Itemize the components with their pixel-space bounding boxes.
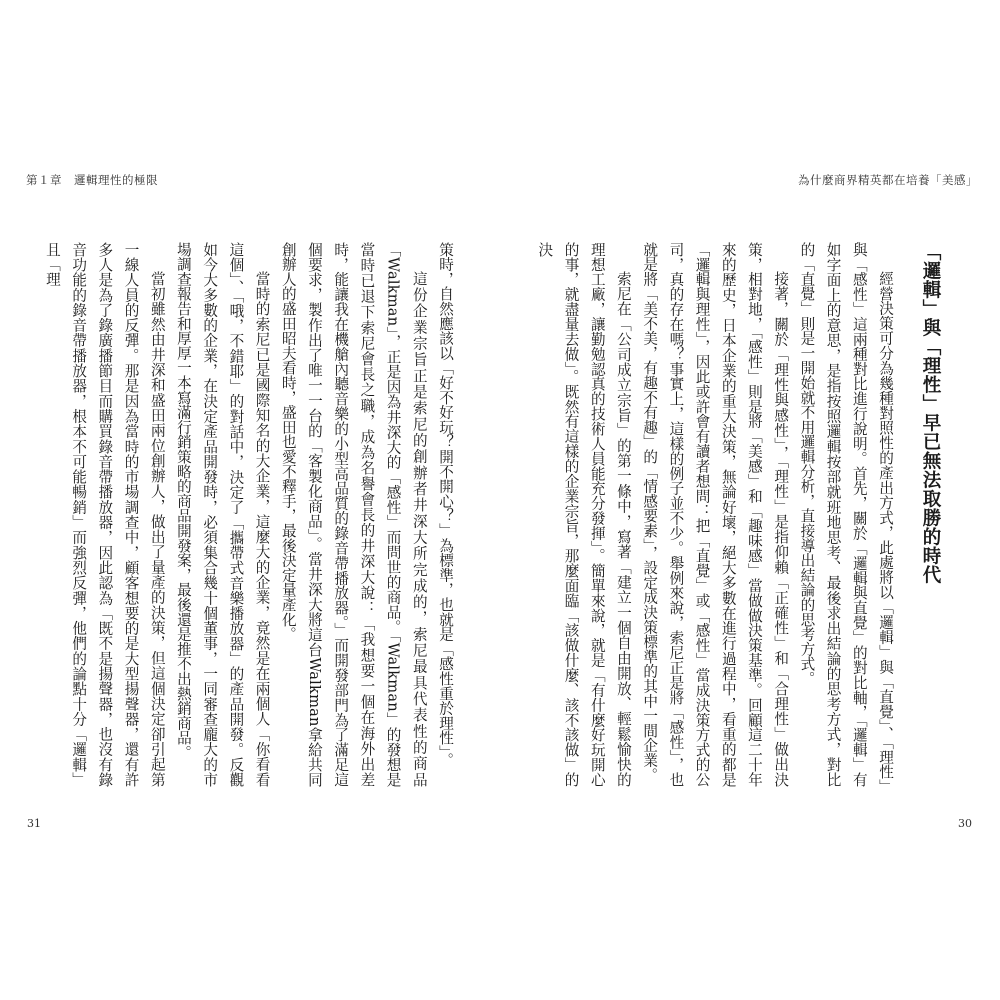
page-number-right: 30 [958,817,972,830]
section-heading: 「邏輯」與「理性」早已無法取勝的時代 [920,242,941,584]
paragraph: 當初雖然由井深和盛田兩位創辦人，做出了量產的決策，但這個決定卻引起第一線人員的反彈。那是因為當時的市場調查中，顧客想要的是大型揚聲器，還有許多人是為了錄廣播節目而購買錄音帶播放器，因此認為「既不是揚聲器，也沒有錄音功能的錄音帶播放器，根本不可能暢銷」而強烈反彈，他們的論點十分「邏輯」且「理 [43,242,166,787]
paragraph: 這份企業宗旨正是索尼的創辦者井深大所完成的，索尼最具代表性的商品「Walkman」，正是因為井深大的「感性」而問世的商品。「Walkman」的發想是當時已退下索尼會長之職，成為名譽會長的井深大說：「我想要一個在海外出差時，能讓我在機艙內聽音樂的小型高品質的錄音帶播放器。」而開發部門為了滿足這個要求，製作出了唯一一台的「客製化商品」。當井深大將這台Walkman拿給共同創辦人的盛田昭夫看時，盛田也愛不釋手，最後決定量產化。 [279,242,428,787]
running-header-left: 第１章 邏輯理性的極限 [26,173,158,187]
paragraph: 索尼在「公司成立宗旨」的第一條中，寫著「建立一個自由開放、輕鬆愉快的理想工廠，讓勤勉認真的技術人員能充分發揮」。簡單來說，就是「有什麼好玩開心的事，就盡量去做」。既然有這樣的企業宗旨，那麼面臨「該做什麼、該不該做」的決 [536,242,632,787]
right-page-body [536,242,944,787]
running-header-right: 為什麼商界精英都在培養「美感」 [798,173,978,187]
paragraph: 接著，關於「理性與感性」，「理性」是指仰賴「正確性」和「合理性」做出決策，相對地，「感性」則是將「美感」和「趣味感」當做做決策基準。回顧這二十年來的歷史，日本企業的重大決策，無論好壞，絕大多數在進行過程中，看重的都是「邏輯與理性」，因此或許會有讀者想問：把「直覺」或「感性」當成決策方式的公司，真的存在嗎？事實上，這樣的例子並不少。舉例來說，索尼正是將「感性」，也就是將「美不美，有趣不有趣」的「情感要素」，設定成決策標準的其中一間企業。 [641,242,790,787]
paragraph: 當時的索尼已是國際知名的大企業，這麼大的企業，竟然是在兩個人「你看看這個」、「哦，不錯耶」的對話中，決定了「攜帶式音樂播放器」的產品開發。反觀如今大多數的企業，在決定產品開發時，必須集合幾十個董事，一同審查龐大的市場調查報告和厚厚一本寫滿行銷策略的商品開發案，最後還是推不出熱銷商品。 [174,242,271,787]
paragraph-continued: 策時，自然應該以「好不好玩？開不開心？」為標準，也就是「感性重於理性」。 [437,242,454,768]
left-page-body [43,242,458,787]
paragraph: 經營決策可分為幾種對照性的產出方式，此處將以「邏輯」與「直覺」、「理性」與「感性」這兩種對比進行說明。首先，關於「邏輯與直覺」的對比軸，「邏輯」有如字面上的意思，是指按照邏輯按部就班地思考、最後求出結論的思考方式，對比的「直覺」則是一開始就不用邏輯分析，直接導出結論的思考方式。 [798,242,894,787]
page-number-left: 31 [27,817,41,830]
